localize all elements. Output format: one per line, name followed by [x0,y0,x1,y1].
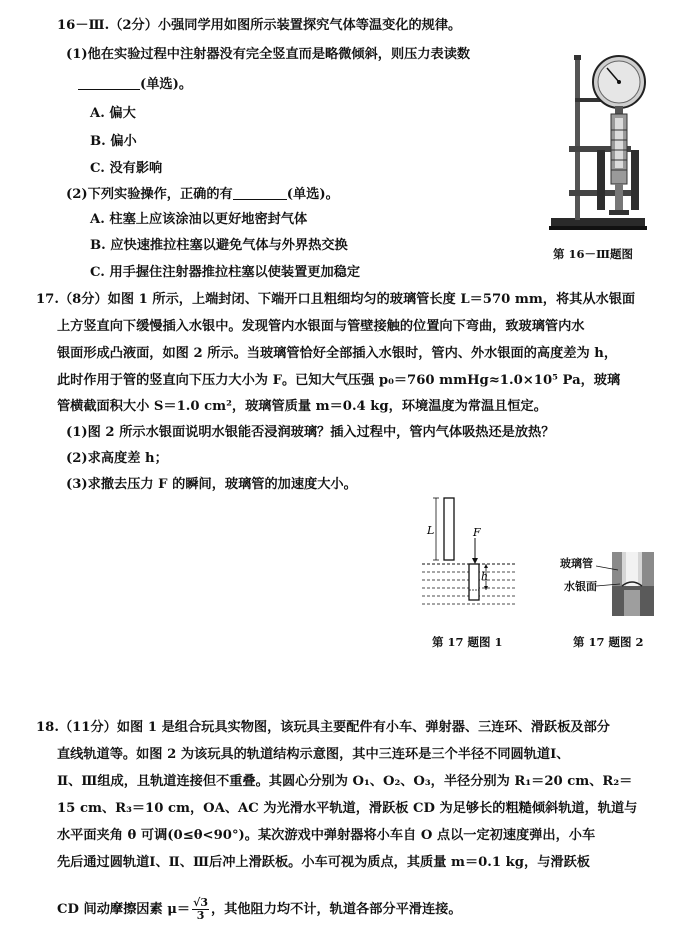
answer-blank[interactable] [78,75,140,90]
q17-fig2-label-tube: 玻璃管 [560,557,593,570]
q17-fig1-caption: 第 17 题图 1 [432,635,503,649]
q18-line-7-prefix: CD 间动摩擦因素 μ＝ [57,902,191,917]
q16-p1-option-a: A. 偏大 [90,106,136,121]
q18-line-4: 15 cm、R₃＝10 cm，OA、AC 为光滑水平轨道，滑跃板 CD 为足够长的粗糙倾斜轨道，轨道与 [57,801,638,816]
q18-line-7-suffix: ，其他阻力均不计，轨道各部分平滑连接。 [210,902,462,917]
q16-p2-option-a: A. 柱塞上应该涂油以更好地密封气体 [90,212,308,227]
q17-line-3: 银面形成凸液面，如图 2 所示。当玻璃管恰好全部插入水银时，管内、外水银面的高度差为 h， [57,346,618,361]
label-F: F [473,526,481,539]
q17-figure-1 [420,494,520,624]
q17-part-3: (3)求撤去压力 F 的瞬间，玻璃管的加速度大小。 [66,477,357,492]
q16-apparatus-figure [545,50,655,240]
label-h: h [481,570,489,583]
q16-p1-stem: (1)他在实验过程中注射器没有完全竖直而是略微倾斜，则压力表读数 [66,47,471,62]
q16-p1-suffix: (单选)。 [140,77,193,92]
q18-line-1: 18.（11分）如图 1 是组合玩具实物图，该玩具主要配件有小车、弹射器、三连环、滑跃板及部分 [36,720,610,735]
q16-p1-option-c: C. 没有影响 [90,161,163,176]
q17-line-2: 上方竖直向下缓慢插入水银中。发现管内水银面与管壁接触的位置向下弯曲，致玻璃管内水 [57,319,585,334]
q18-line-2: 直线轨道等。如图 2 为该玩具的轨道结构示意图，其中三连环是三个半径不同圆轨道Ⅰ、 [57,747,570,762]
q17-line-1: 17.（8分）如图 1 所示，上端封闭、下端开口且粗细均匀的玻璃管长度 L＝570 mm，将其从水银面 [36,292,636,307]
q17-part-2: (2)求高度差 h； [66,451,168,466]
q16-p2-stem-line [66,185,339,205]
q17-fig2-leader-lines [596,564,620,588]
q18-line-6: 先后通过圆轨道Ⅰ、Ⅱ、Ⅲ后冲上滑跃板。小车可视为质点，其质量 m＝0.1 kg，与滑跃板 [57,855,590,870]
q16-p2-option-c: C. 用手握住注射器推拉柱塞以使装置更加稳定 [90,265,361,280]
q18-line-5: 水平面夹角 θ 可调(0≤θ<90°)。某次游戏中弹射器将小车自 O 点以一定初速度弹出，小车 [57,828,596,843]
q16-p2-stem: (2)下列实验操作，正确的有 [66,187,233,202]
q16-title: 16－Ⅲ.（2分）小强同学用如图所示装置探究气体等温变化的规律。 [57,18,462,33]
q16-p1-option-b: B. 偏小 [90,134,137,149]
q18-line-3: Ⅱ、Ⅲ组成，且轨道连接但不重叠。其圆心分别为 O₁、O₂、O₃，半径分别为 R₁＝20 cm、R₂＝ [57,774,633,789]
q16-p1-answer-line [78,75,192,95]
fraction-denominator: 3 [196,909,205,922]
q16-p2-option-b: B. 应快速推拉柱塞以避免气体与外界热交换 [90,238,348,253]
q17-fig2-label-surface: 水银面 [564,580,597,593]
answer-blank[interactable] [233,185,287,200]
q17-line-5: 管横截面积大小 S＝1.0 cm²，玻璃管质量 m＝0.4 kg，环境温度为常温且恒定。 [57,399,547,414]
q16-figure-caption: 第 16－Ⅲ题图 [553,247,634,261]
q18-line-7 [57,895,462,925]
fraction-sqrt3-over-3 [192,897,209,922]
fraction-numerator: √3 [193,896,208,909]
label-L: L [427,524,435,537]
q17-part-1: (1)图 2 所示水银面说明水银能否浸润玻璃？插入过程中，管内气体吸热还是放热？ [66,425,555,440]
q17-fig2-caption: 第 17 题图 2 [573,635,644,649]
q17-line-4: 此时作用于管的竖直向下压力大小为 F。已知大气压强 p₀＝760 mmHg≈1.0×10⁵ Pa，玻璃 [57,373,621,388]
q16-p2-suffix: (单选)。 [286,187,339,202]
